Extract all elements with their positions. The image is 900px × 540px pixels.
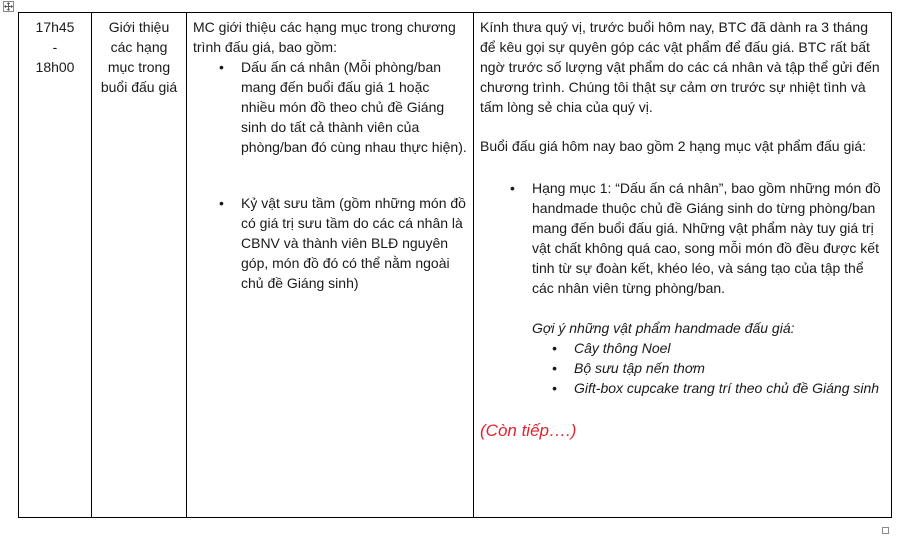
time-cell[interactable]	[19, 13, 92, 518]
script-cell[interactable]	[474, 13, 892, 518]
list-item: • Kỷ vật sưu tầm (gồm những món đồ có giá trị sưu tầm do các cá nhân là CBNV và thành viên BLĐ nguyên góp, món đồ đó có thể nằm ngoài chủ đề Giáng sinh)	[241, 193, 467, 293]
time-start: 17h45	[35, 19, 75, 35]
list-item: • Dấu ấn cá nhân (Mỗi phòng/ban mang đến buổi đấu giá 1 hoặc nhiều món đồ theo chủ đề Giáng sinh do tất cả thành viên của phòng/ban đó cùng nhau thực hiện).	[241, 57, 467, 157]
suggest-title: Gợi ý những vật phẩm handmade đấu giá:	[532, 320, 795, 336]
list-item: • Gift-box cupcake trang trí theo chủ đề Giáng sinh	[574, 378, 885, 398]
section-title: Giới thiệu các hạng mục trong buổi đấu giá	[100, 19, 178, 95]
agenda-table	[18, 12, 892, 518]
table-resize-handle[interactable]	[882, 527, 889, 534]
script-paragraph: Kính thưa quý vị, trước buổi hôm nay, BTC đã dành ra 3 tháng để kêu gọi sự quyên góp các vật phẩm để đấu giá. BTC rất bất ngờ trước số lượng vật phẩm do các cá nhân và tập thể gửi đến chương trình. Chúng tôi thật sự cảm ơn trước sự nhiệt tình và tấm lòng sẻ chia của quý vị.	[480, 19, 880, 115]
table-row	[19, 13, 892, 518]
list-item: • Bộ sưu tập nến thơm	[574, 358, 885, 378]
table-move-handle-icon[interactable]	[3, 1, 14, 12]
time-end: 18h00	[35, 59, 75, 75]
description-intro: MC giới thiệu các hạng mục trong chương trình đấu giá, bao gồm:	[193, 19, 456, 55]
list-item: • Hạng mục 1: “Dấu ấn cá nhân”, bao gồm những món đồ handmade thuộc chủ đề Giáng sinh do từng phòng/ban mang đến buổi đấu giá. Những vật phẩm này tuy giá trị vật chất không quá cao, song mỗi món đồ đều được kết tinh từ sự đoàn kết, khéo léo, và sáng tạo của tập thể các nhân viên từng phòng/ban.	[532, 178, 885, 298]
category-list	[532, 178, 885, 298]
suggest-list	[574, 338, 885, 398]
description-cell[interactable]	[187, 13, 474, 518]
description-list	[241, 57, 467, 293]
time-separator: -	[52, 39, 58, 55]
list-item: • Cây thông Noel	[574, 338, 885, 358]
continued-note: (Còn tiếp….)	[480, 421, 577, 440]
script-paragraph: Buổi đấu giá hôm nay bao gồm 2 hạng mục vật phẩm đấu giá:	[480, 138, 867, 154]
section-cell[interactable]	[92, 13, 187, 518]
